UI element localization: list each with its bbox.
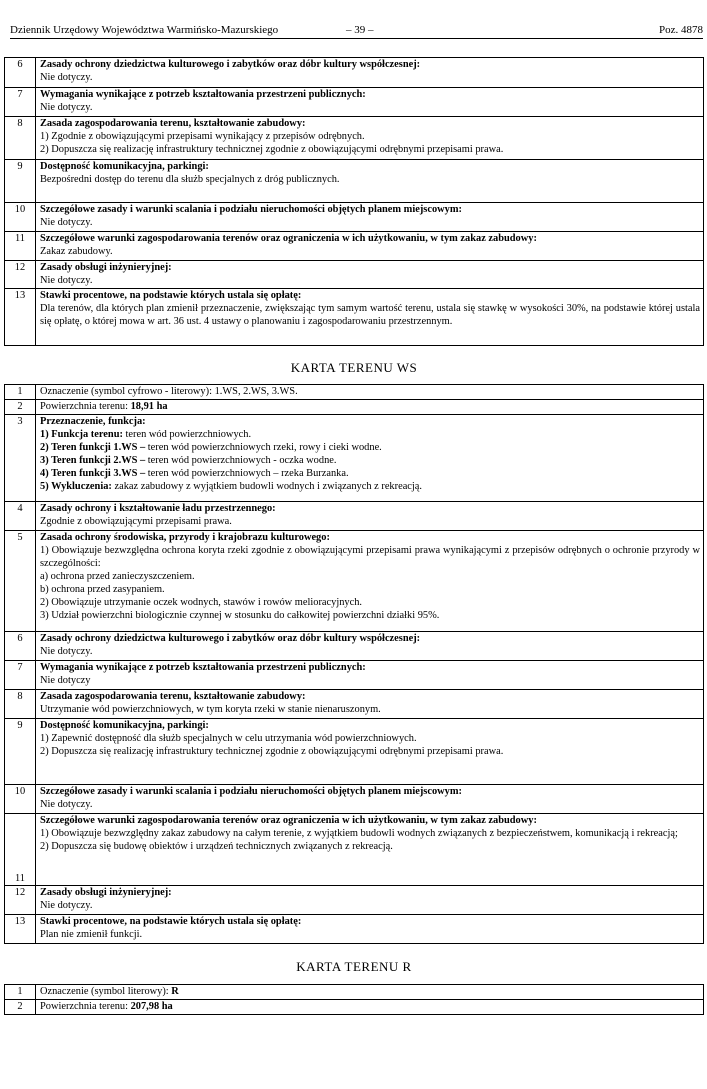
row-content bbox=[36, 289, 704, 346]
row-line: Nie dotyczy. bbox=[40, 646, 93, 657]
row-content bbox=[36, 785, 704, 814]
row-line: 1) Obowiązuje bezwzględna ochrona koryta rzeki zgodnie z obowiązującymi przepisami prawa wynikającymi z przepisów odrębnych o ochronie przyrody w szczególności: bbox=[40, 545, 700, 569]
row-line: 1) Zapewnić dostępność dla służb specjalnych w celu utrzymania wód powierzchniowych. bbox=[40, 733, 417, 744]
table-row bbox=[5, 502, 704, 531]
row-line: Nie dotyczy. bbox=[40, 217, 93, 228]
table-row bbox=[5, 203, 704, 232]
row-content bbox=[36, 88, 704, 117]
row-line: 2) Obowiązuje utrzymanie oczek wodnych, stawów i rowów melioracyjnych. bbox=[40, 597, 363, 608]
table-row bbox=[5, 814, 704, 886]
item-label: 2) Teren funkcji 1.WS – bbox=[40, 442, 148, 453]
row-line: Plan nie zmienił funkcji. bbox=[40, 929, 143, 940]
row-number: 9 bbox=[5, 719, 36, 785]
card-table-ws bbox=[4, 384, 704, 944]
row-title: Szczegółowe zasady i warunki scalania i podziału nieruchomości objętych planem miejscowym: bbox=[40, 786, 462, 797]
row-content bbox=[36, 886, 704, 915]
row-line: 3) Udział powierzchni biologicznie czynnej w stosunku do całkowitej powierzchni działki 95%. bbox=[40, 610, 440, 621]
row-content bbox=[36, 719, 704, 785]
row-number: 6 bbox=[5, 632, 36, 661]
row-title: Zasady ochrony dziedzictwa kulturowego i zabytków oraz dóbr kultury współczesnej: bbox=[40, 633, 421, 644]
row-line: 2) Dopuszcza się realizację infrastruktury technicznej zgodnie z obowiązującymi odrębnymi przepisami prawa. bbox=[40, 144, 504, 155]
row-line bbox=[40, 454, 700, 467]
row-content bbox=[36, 915, 704, 944]
table-row bbox=[5, 1000, 704, 1015]
item-text: teren wód powierzchniowych. bbox=[125, 429, 252, 440]
row-title: Stawki procentowe, na podstawie których ustala się opłatę: bbox=[40, 290, 302, 301]
row-value: 207,98 ha bbox=[130, 1001, 173, 1012]
table-row bbox=[5, 785, 704, 814]
row-value: 18,91 ha bbox=[130, 401, 168, 412]
row-line: 2) Dopuszcza się budowę obiektów i urządzeń technicznych związanych z rekreacją. bbox=[40, 841, 393, 852]
row-line: Nie dotyczy. bbox=[40, 275, 93, 286]
row-line: Nie dotyczy bbox=[40, 675, 91, 686]
row-number: 12 bbox=[5, 261, 36, 289]
journal-title: Dziennik Urzędowy Województwa Warmińsko-Mazurskiego bbox=[10, 24, 279, 36]
table-row bbox=[5, 385, 704, 400]
row-number: 7 bbox=[5, 661, 36, 690]
row-line bbox=[40, 428, 700, 441]
item-label: 1) Funkcja terenu: bbox=[40, 429, 126, 440]
row-label: Oznaczenie (symbol cyfrowo - literowy): bbox=[40, 386, 215, 397]
row-line: 1) Obowiązuje bezwzględny zakaz zabudowy na całym terenie, z wyjątkiem budowli wodnych związanych z bezpieczeństwem, komunikacją i rekreacją; bbox=[40, 828, 678, 839]
row-number: 7 bbox=[5, 88, 36, 117]
row-number: 10 bbox=[5, 785, 36, 814]
row-value: R bbox=[171, 986, 179, 997]
row-title: Dostępność komunikacyjna, parkingi: bbox=[40, 161, 209, 172]
table-row bbox=[5, 531, 704, 632]
table-row bbox=[5, 415, 704, 502]
row-content bbox=[36, 985, 704, 1000]
row-line bbox=[40, 441, 700, 454]
row-number: 1 bbox=[5, 985, 36, 1000]
row-title: Wymagania wynikające z potrzeb kształtowania przestrzeni publicznych: bbox=[40, 662, 366, 673]
row-line: Nie dotyczy. bbox=[40, 799, 93, 810]
row-value: 1.WS, 2.WS, 3.WS. bbox=[214, 386, 298, 397]
row-content bbox=[36, 690, 704, 719]
row-number: 13 bbox=[5, 289, 36, 346]
row-title: Wymagania wynikające z potrzeb kształtowania przestrzeni publicznych: bbox=[40, 89, 366, 100]
row-number: 10 bbox=[5, 203, 36, 232]
row-line: Bezpośredni dostęp do terenu dla służb specjalnych z dróg publicznych. bbox=[40, 174, 340, 185]
row-title: Zasady ochrony dziedzictwa kulturowego i zabytków oraz dóbr kultury współczesnej: bbox=[40, 59, 421, 70]
item-label: 4) Teren funkcji 3.WS – bbox=[40, 468, 148, 479]
row-content bbox=[36, 814, 704, 886]
row-content bbox=[36, 502, 704, 531]
row-content bbox=[36, 385, 704, 400]
row-content bbox=[36, 400, 704, 415]
table-row bbox=[5, 88, 704, 117]
row-content bbox=[36, 661, 704, 690]
row-number: 11 bbox=[5, 814, 36, 886]
row-content bbox=[36, 531, 704, 632]
item-text: teren wód powierzchniowych - oczka wodne. bbox=[147, 455, 337, 466]
row-line: Zakaz zabudowy. bbox=[40, 246, 113, 257]
row-content bbox=[36, 160, 704, 203]
row-content bbox=[36, 117, 704, 160]
item-text: zakaz zabudowy z wyjątkiem budowli wodnych i związanych z rekreacją. bbox=[114, 481, 423, 492]
table-row bbox=[5, 661, 704, 690]
table-row bbox=[5, 261, 704, 289]
row-line: Nie dotyczy. bbox=[40, 900, 93, 911]
row-title: Zasady obsługi inżynieryjnej: bbox=[40, 262, 172, 273]
table-row bbox=[5, 690, 704, 719]
row-number: 12 bbox=[5, 886, 36, 915]
row-label: Powierzchnia terenu: bbox=[40, 401, 131, 412]
row-content bbox=[36, 203, 704, 232]
row-number: 3 bbox=[5, 415, 36, 502]
table-row bbox=[5, 289, 704, 346]
row-content bbox=[36, 415, 704, 502]
row-title: Zasady ochrony i kształtowanie ładu przestrzennego: bbox=[40, 503, 276, 514]
row-content bbox=[36, 58, 704, 88]
row-title: Zasady obsługi inżynieryjnej: bbox=[40, 887, 172, 898]
row-title: Dostępność komunikacyjna, parkingi: bbox=[40, 720, 209, 731]
row-number: 5 bbox=[5, 531, 36, 632]
row-line: Nie dotyczy. bbox=[40, 102, 93, 113]
row-content bbox=[36, 232, 704, 261]
page-header bbox=[10, 22, 703, 39]
row-line bbox=[40, 467, 700, 480]
row-number: 8 bbox=[5, 690, 36, 719]
row-line: b) ochrona przed zasypaniem. bbox=[40, 584, 165, 595]
row-title: Zasada zagospodarowania terenu, kształtowanie zabudowy: bbox=[40, 691, 306, 702]
row-line: Utrzymanie wód powierzchniowych, w tym koryta rzeki w stanie nienaruszonym. bbox=[40, 704, 381, 715]
row-line: Nie dotyczy. bbox=[40, 72, 93, 83]
row-content bbox=[36, 1000, 704, 1015]
row-number: 4 bbox=[5, 502, 36, 531]
row-label: Powierzchnia terenu: bbox=[40, 1001, 131, 1012]
row-line: a) ochrona przed zanieczyszczeniem. bbox=[40, 571, 195, 582]
row-number: 1 bbox=[5, 385, 36, 400]
row-number: 2 bbox=[5, 400, 36, 415]
row-number: 9 bbox=[5, 160, 36, 203]
table-row bbox=[5, 400, 704, 415]
table-row bbox=[5, 232, 704, 261]
position-number: Poz. 4878 bbox=[659, 24, 703, 36]
item-text: teren wód powierzchniowych – rzeka Burzanka. bbox=[147, 468, 349, 479]
item-label: 3) Teren funkcji 2.WS – bbox=[40, 455, 148, 466]
page-number: – 39 – bbox=[346, 24, 374, 36]
row-number: 6 bbox=[5, 58, 36, 88]
row-number: 2 bbox=[5, 1000, 36, 1015]
row-line: Zgodnie z obowiązującymi przepisami prawa. bbox=[40, 516, 232, 527]
row-line: Dla terenów, dla których plan zmienił przeznaczenie, zwiększając tym samym wartość terenu, ustala się stawkę w wysokości 30%, na podstawie której ustala się opłatę, o której mowa w art. 36 ust. 4 ustawy o planowaniu i zagospodarowaniu przestrzennym. bbox=[40, 303, 700, 327]
table-row bbox=[5, 985, 704, 1000]
row-title: Stawki procentowe, na podstawie których ustala się opłatę: bbox=[40, 916, 302, 927]
table-row bbox=[5, 632, 704, 661]
table-row bbox=[5, 915, 704, 944]
row-line bbox=[40, 480, 700, 493]
table-row bbox=[5, 117, 704, 160]
table-row bbox=[5, 719, 704, 785]
section-heading-ws: KARTA TERENU WS bbox=[290, 360, 418, 375]
row-title: Zasada zagospodarowania terenu, kształtowanie zabudowy: bbox=[40, 118, 306, 129]
row-title: Szczegółowe warunki zagospodarowania terenów oraz ograniczenia w ich użytkowaniu, w tym zakaz zabudowy: bbox=[40, 233, 537, 244]
row-label: Oznaczenie (symbol literowy): bbox=[40, 986, 172, 997]
row-number: 11 bbox=[5, 232, 36, 261]
row-title: Szczegółowe zasady i warunki scalania i podziału nieruchomości objętych planem miejscowym: bbox=[40, 204, 462, 215]
card-table-r bbox=[4, 984, 704, 1015]
row-content bbox=[36, 632, 704, 661]
item-text: teren wód powierzchniowych rzeki, rowy i cieki wodne. bbox=[147, 442, 382, 453]
row-title: Przeznaczenie, funkcja: bbox=[40, 416, 146, 427]
table-row bbox=[5, 160, 704, 203]
row-line: 1) Zgodnie z obowiązującymi przepisami wynikający z przepisów odrębnych. bbox=[40, 131, 365, 142]
row-number: 13 bbox=[5, 915, 36, 944]
section-heading-r: KARTA TERENU R bbox=[296, 959, 412, 974]
table-row bbox=[5, 886, 704, 915]
row-title: Szczegółowe warunki zagospodarowania terenów oraz ograniczenia w ich użytkowaniu, w tym zakaz zabudowy: bbox=[40, 815, 537, 826]
table-row bbox=[5, 58, 704, 88]
row-content bbox=[36, 261, 704, 289]
row-title: Zasada ochrony środowiska, przyrody i krajobrazu kulturowego: bbox=[40, 532, 330, 543]
row-line: 2) Dopuszcza się realizację infrastruktury technicznej zgodnie z obowiązującymi odrębnymi przepisami prawa. bbox=[40, 746, 504, 757]
item-label: 5) Wykluczenia: bbox=[40, 481, 115, 492]
continuation-table bbox=[4, 57, 704, 346]
row-number: 8 bbox=[5, 117, 36, 160]
